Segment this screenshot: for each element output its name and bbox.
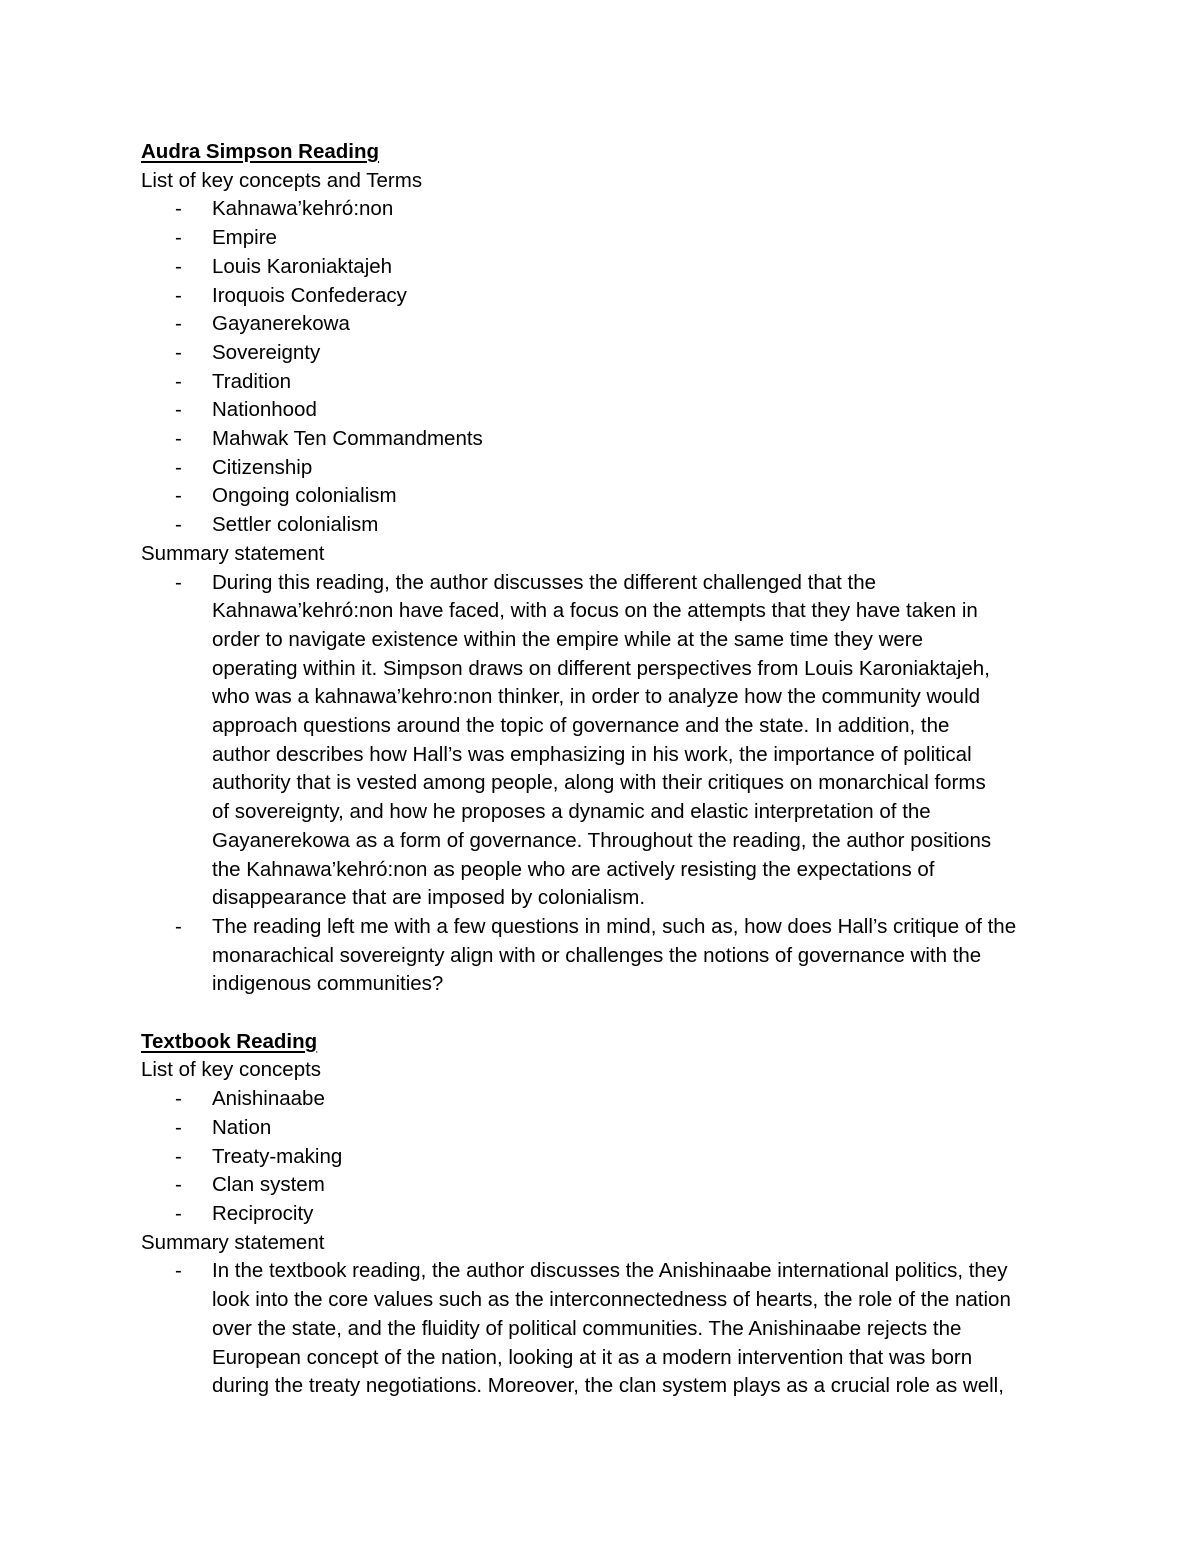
list-item xyxy=(141,224,1071,253)
dash-bullet: - xyxy=(175,1202,182,1225)
term-text: Iroquois Confederacy xyxy=(212,283,407,307)
list-item xyxy=(141,396,1071,425)
paragraph-line: disappearance that are imposed by colonialism. xyxy=(212,886,646,910)
paragraph-line: authority that is vested among people, along with their critiques on monarchical forms xyxy=(212,771,986,795)
list-item xyxy=(141,1114,1071,1143)
list-item xyxy=(141,482,1071,511)
list-item xyxy=(141,425,1071,454)
paragraph-line: of sovereignty, and how he proposes a dynamic and elastic interpretation of the xyxy=(212,800,931,824)
term-text: Kahnawa’kehró:non xyxy=(212,197,394,221)
paragraph-line: indigenous communities? xyxy=(212,972,444,996)
dash-bullet: - xyxy=(175,1173,182,1197)
list-item xyxy=(141,195,1071,224)
section-audra-simpson xyxy=(141,138,1071,999)
section-spacer xyxy=(141,999,1071,1028)
paragraph-line: The reading left me with a few questions in mind, such as, how does Hall’s critique of the xyxy=(212,914,1017,938)
paragraph-line: look into the core values such as the interconnectedness of hearts, the role of the nation xyxy=(212,1288,1011,1312)
dash-bullet: - xyxy=(175,427,182,451)
paragraph-line: Gayanerekowa as a form of governance. Throughout the reading, the author positions xyxy=(212,828,992,852)
key-terms-list xyxy=(141,195,1071,539)
term-text: Mahwak Ten Commandments xyxy=(212,427,483,451)
dash-bullet: - xyxy=(175,312,182,336)
list-item xyxy=(141,310,1071,339)
term-text: Treaty-making xyxy=(212,1144,343,1168)
term-text: Citizenship xyxy=(212,455,313,479)
paragraph-line: monarachical sovereignty align with or challenges the notions of governance with the xyxy=(212,943,982,967)
paragraph-line: approach questions around the topic of governance and the state. In addition, the xyxy=(212,714,950,738)
dash-bullet: - xyxy=(175,283,182,307)
term-text: Louis Karoniaktajeh xyxy=(212,254,393,278)
dash-bullet: - xyxy=(175,570,182,594)
list-item xyxy=(141,1171,1071,1200)
dash-bullet: - xyxy=(175,513,182,537)
dash-bullet: - xyxy=(175,226,182,250)
document-page xyxy=(141,138,1071,1401)
summary-paragraph xyxy=(141,913,1071,999)
dash-bullet: - xyxy=(175,914,182,938)
paragraph-line: order to navigate existence within the empire while at the same time they were xyxy=(212,627,924,651)
paragraph-line: Kahnawa’kehró:non have faced, with a focus on the attempts that they have taken in xyxy=(212,599,978,623)
section-heading: Textbook Reading xyxy=(141,1029,318,1053)
list-item xyxy=(141,1200,1071,1229)
section-textbook xyxy=(141,1028,1071,1401)
section-heading: Audra Simpson Reading xyxy=(141,140,380,163)
dash-bullet: - xyxy=(175,1259,182,1283)
term-text: Empire xyxy=(212,226,277,250)
list-item xyxy=(141,454,1071,483)
summary-paragraph xyxy=(141,569,1071,913)
paragraph-line: during the treaty negotiations. Moreover, the clan system plays as a crucial role as well, xyxy=(212,1374,1004,1398)
paragraph-line: the Kahnawa’kehró:non as people who are actively resisting the expectations of xyxy=(212,857,935,881)
term-text: Settler colonialism xyxy=(212,513,379,537)
paragraph-line: operating within it. Simpson draws on different perspectives from Louis Karoniaktajeh, xyxy=(212,656,990,680)
list-item xyxy=(141,511,1071,540)
dash-bullet: - xyxy=(175,484,182,508)
term-text: Ongoing colonialism xyxy=(212,484,397,508)
summary-label: Summary statement xyxy=(141,1230,325,1254)
list-item xyxy=(141,368,1071,397)
dash-bullet: - xyxy=(175,1115,182,1139)
list-item xyxy=(141,339,1071,368)
key-concepts-label: List of key concepts and Terms xyxy=(141,168,423,192)
list-item xyxy=(141,253,1071,282)
dash-bullet: - xyxy=(175,340,182,364)
dash-bullet: - xyxy=(175,1087,182,1111)
dash-bullet: - xyxy=(175,197,182,221)
paragraph-line: author describes how Hall’s was emphasizing in his work, the importance of political xyxy=(212,742,972,766)
dash-bullet: - xyxy=(175,398,182,422)
term-text: Tradition xyxy=(212,369,291,393)
term-text: Reciprocity xyxy=(212,1202,314,1225)
list-item xyxy=(141,282,1071,311)
term-text: Sovereignty xyxy=(212,340,321,364)
summary-list xyxy=(141,1257,1071,1401)
summary-paragraph xyxy=(141,1257,1071,1401)
summary-list xyxy=(141,569,1071,1000)
dash-bullet: - xyxy=(175,254,182,278)
dash-bullet: - xyxy=(175,369,182,393)
term-text: Nation xyxy=(212,1115,272,1139)
paragraph-line: In the textbook reading, the author discusses the Anishinaabe international politics, they xyxy=(212,1259,1008,1283)
term-text: Clan system xyxy=(212,1173,325,1197)
paragraph-line: During this reading, the author discusses the different challenged that the xyxy=(212,570,877,594)
summary-label: Summary statement xyxy=(141,541,325,565)
term-text: Anishinaabe xyxy=(212,1087,325,1111)
key-concepts-label: List of key concepts xyxy=(141,1058,322,1082)
paragraph-line: over the state, and the fluidity of political communities. The Anishinaabe rejects the xyxy=(212,1316,962,1340)
paragraph-line: European concept of the nation, looking at it as a modern intervention that was born xyxy=(212,1345,973,1369)
dash-bullet: - xyxy=(175,455,182,479)
term-text: Gayanerekowa xyxy=(212,312,350,336)
paragraph-line: who was a kahnawa’kehro:non thinker, in order to analyze how the community would xyxy=(212,685,981,709)
list-item xyxy=(141,1143,1071,1172)
term-text: Nationhood xyxy=(212,398,317,422)
key-terms-list xyxy=(141,1085,1071,1229)
dash-bullet: - xyxy=(175,1144,182,1168)
list-item xyxy=(141,1085,1071,1114)
